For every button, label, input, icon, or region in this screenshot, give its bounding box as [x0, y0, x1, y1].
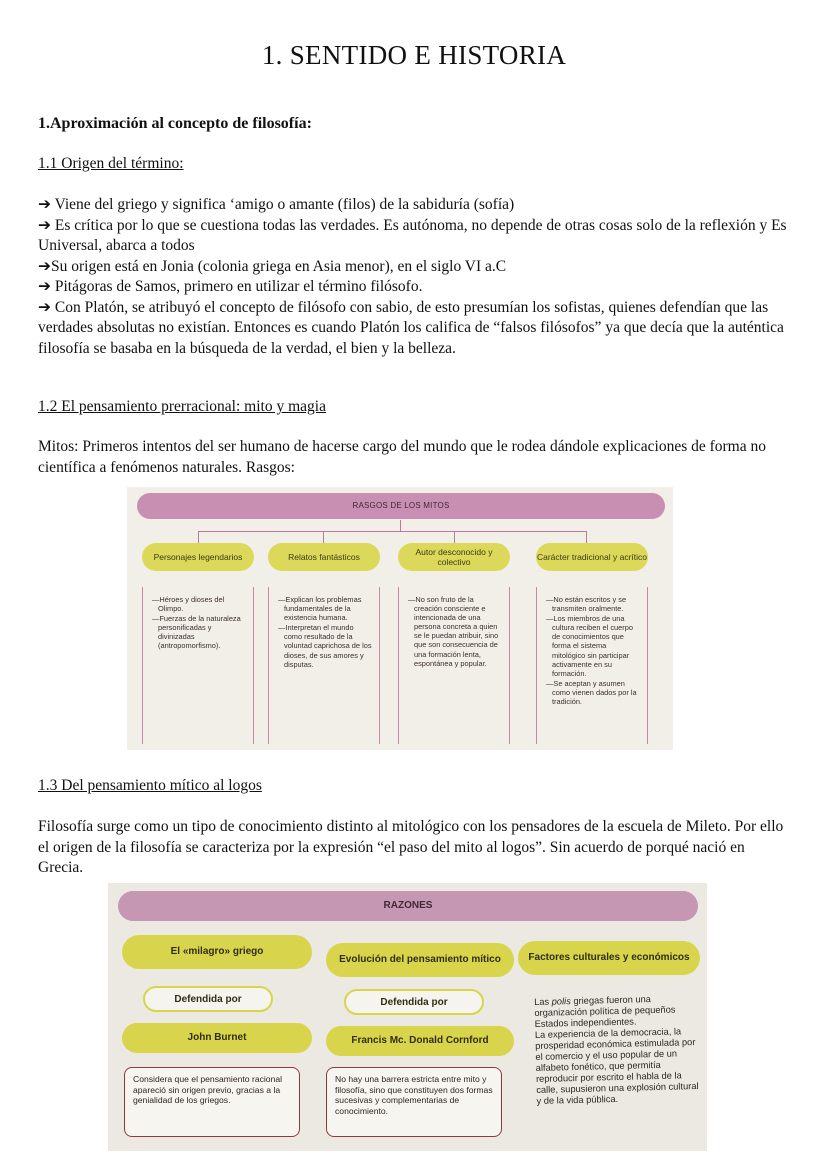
rasgo-pill: Relatos fantásticos: [268, 543, 380, 571]
rasgo-pill: Personajes legendarios: [142, 543, 254, 571]
origen-line: ➔ Con Platón, se atribuyó el concepto de filósofo con sabio, de esto presumían los sofistas, quienes defendían que las verdades absolutas no existían. Entonces es cuando Platón los califica de “falsos filósofos” ya que decía que la auténtica filosofía se basaba en la búsqueda de la verdad, el bien y la belleza.: [38, 298, 784, 357]
author-pill: John Burnet: [122, 1023, 312, 1053]
subsection-heading-prerracional: 1.2 El pensamiento prerracional: mito y magia: [38, 398, 326, 415]
connector-line: [198, 531, 199, 543]
connector-line: [454, 531, 455, 543]
rasgo-box: [398, 587, 510, 744]
razones-diagram: [108, 883, 707, 1151]
razon-pill: El «milagro» griego: [122, 935, 312, 969]
rasgo-item: —Explican los problemas fundamentales de la existencia humana.: [278, 595, 362, 623]
razon-description: Considera que el pensamiento racional apareció sin origen previo, gracias a la genialidad de los griegos.: [124, 1067, 300, 1137]
page-title: 1. SENTIDO E HISTORIA: [261, 40, 567, 70]
origen-line: ➔ Viene del griego y significa ‘amigo o amante (filos) de la sabiduría (sofía): [38, 196, 515, 213]
rasgo-pill: Autor desconocido y colectivo: [398, 543, 510, 571]
defended-by-label: Defendida por: [143, 986, 273, 1012]
author-pill: Francis Mc. Donald Cornford: [326, 1026, 514, 1056]
rasgo-item: —No son fruto de la creación consciente e intencionada de una persona concreta a quien se le puedan atribuir, sino que son consecuencia de una formación lenta, espontánea y popular.: [408, 595, 499, 668]
diagram-banner: RASGOS DE LOS MITOS: [137, 493, 665, 519]
razon-description: No hay una barrera estricta entre mito y filosofía, sino que constituyen dos formas sucesivas y complementarias de conocimiento.: [326, 1067, 502, 1137]
rasgo-item: —No están escritos y se transmiten oralmente.: [546, 595, 627, 614]
logos-paragraph: Filosofía surge como un tipo de conocimiento distinto al mitológico con los pensadores de la escuela de Mileto. Por ello el origen de la filosofía se caracteriza por la expresión “el paso del mito al logos”. Sin acuerdo de porqué nació en Grecia.: [38, 818, 784, 876]
rasgo-item: —Interpretan el mundo como resultado de la voluntad caprichosa de los dioses, de sus amores y disputas.: [278, 623, 372, 669]
diagram-banner: RAZONES: [118, 891, 698, 921]
rasgo-box: [142, 587, 254, 744]
origen-list: [38, 195, 790, 359]
rasgo-item: —Los miembros de una cultura reciben el cuerpo de conocimientos que forma el sistema mitológico sin participar activamente en su formación.: [546, 614, 633, 678]
rasgo-item: —Fuerzas de la naturaleza personificadas y divinizadas (antropomorfismo).: [152, 614, 241, 651]
rasgo-box: [536, 587, 648, 744]
subsection-heading-origen: 1.1 Origen del término:: [38, 155, 184, 172]
section-heading: 1.Aproximación al concepto de filosofía:: [38, 115, 312, 132]
origen-line: ➔ Pitágoras de Samos, primero en utilizar el término filósofo.: [38, 278, 423, 295]
rasgos-mitos-diagram: [127, 487, 673, 750]
defended-by-label: Defendida por: [344, 989, 484, 1015]
rasgo-box: [268, 587, 380, 744]
mitos-paragraph: Mitos: Primeros intentos del ser humano de hacerse cargo del mundo que le rodea dándole explicaciones de forma no científica a fenómenos naturales. Rasgos:: [38, 438, 766, 476]
connector-line: [198, 531, 586, 532]
rasgo-pill: Carácter tradicional y acrítico: [536, 543, 648, 571]
origen-line: ➔Su origen está en Jonia (colonia griega en Asia menor), en el siglo VI a.C: [38, 257, 507, 275]
razon-pill: Factores culturales y económicos: [518, 941, 700, 975]
rasgo-item: —Se aceptan y asumen como vienen dados por la tradición.: [546, 678, 637, 707]
democracy-paragraph: La experiencia de la democracia, la prosperidad económica estimulada por el comercio y el uso popular de un alfabeto fonético, que permitía reproducir por escrito el habla de la calle, supusieron una explosión cultural y de la vida pública.: [534, 1026, 699, 1106]
connector-line: [586, 531, 587, 543]
razon-description: [534, 993, 703, 1107]
razon-pill: Evolución del pensamiento mítico: [326, 943, 514, 977]
rasgo-item: —Héroes y dioses del Olimpo.: [152, 595, 225, 614]
origen-line: ➔ Es crítica por lo que se cuestiona todas las verdades. Es autónoma, no depende de otras cosas solo de la reflexión y Es Universal, abarca a todos: [38, 216, 787, 254]
subsection-heading-logos: 1.3 Del pensamiento mítico al logos: [38, 777, 262, 794]
connector-line: [323, 531, 324, 543]
polis-paragraph: Las polis griegas fueron una organización política de pequeños Estados independientes.: [534, 994, 676, 1029]
